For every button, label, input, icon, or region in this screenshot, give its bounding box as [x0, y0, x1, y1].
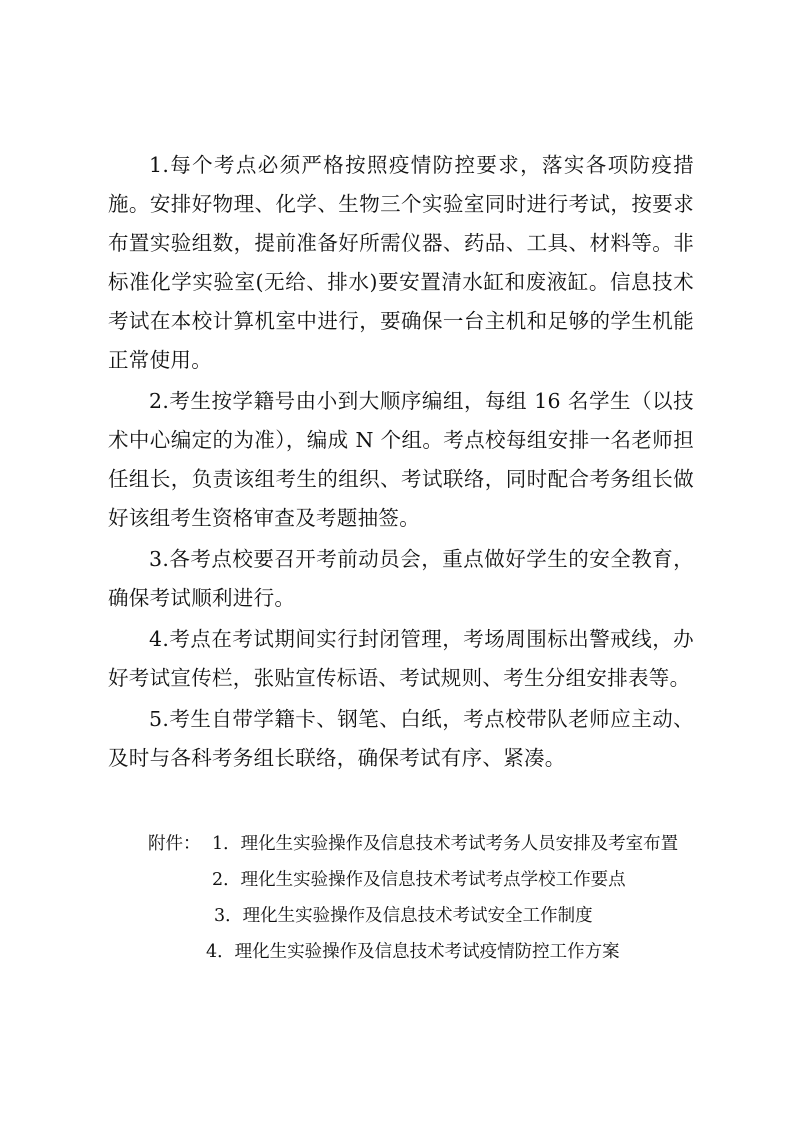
- paragraph-1: 1.每个考点必须严格按照疫情防控要求，落实各项防疫措施。安排好物理、化学、生物三个实验室同时进行考试，按要求布置实验组数，提前准备好所需仪器、药品、工具、材料等。非标准化学实验室(无给、排水)要安置清水缸和废液缸。信息技术考试在本校计算机室中进行，要确保一台主机和足够的学生机能正常使用。: [108, 153, 694, 372]
- paragraph-2: 2.考生按学籍号由小到大顺序编组，每组 16 名学生（以技术中心编定的为准），编成 N 个组。考点校每组安排一名老师担任组长，负责该组考生的组织、考试联络，同时配合考务组长做好该组考生资格审查及考题抽签。: [108, 389, 694, 530]
- attachments-list: [148, 826, 708, 970]
- attachment-row: [148, 898, 708, 934]
- attachment-item-4: 4．理化生实验操作及信息技术考试疫情防控工作方案: [206, 942, 620, 962]
- attachment-row: [148, 862, 708, 898]
- paragraph-4: 4.考点在考试期间实行封闭管理，考场周围标出警戒线，办好考试宣传栏，张贴宣传标语、考试规则、考生分组安排表等。: [108, 627, 694, 690]
- attachment-row: [148, 934, 708, 970]
- attachment-item-3: 3．理化生实验操作及信息技术考试安全工作制度: [214, 906, 593, 926]
- attachment-row: [148, 826, 708, 862]
- attachment-item-1: 1．理化生实验操作及信息技术考试考务人员安排及考室布置: [212, 834, 679, 854]
- paragraph-5: 5.考生自带学籍卡、钢笔、白纸，考点校带队老师应主动、及时与各科考务组长联络，确保考试有序、紧凑。: [108, 707, 694, 770]
- attachments-label: 附件：: [148, 834, 201, 854]
- body-text: [108, 146, 694, 780]
- paragraph-3: 3.各考点校要召开考前动员会，重点做好学生的安全教育，确保考试顺利进行。: [108, 547, 694, 610]
- attachment-item-2: 2．理化生实验操作及信息技术考试考点学校工作要点: [212, 870, 626, 890]
